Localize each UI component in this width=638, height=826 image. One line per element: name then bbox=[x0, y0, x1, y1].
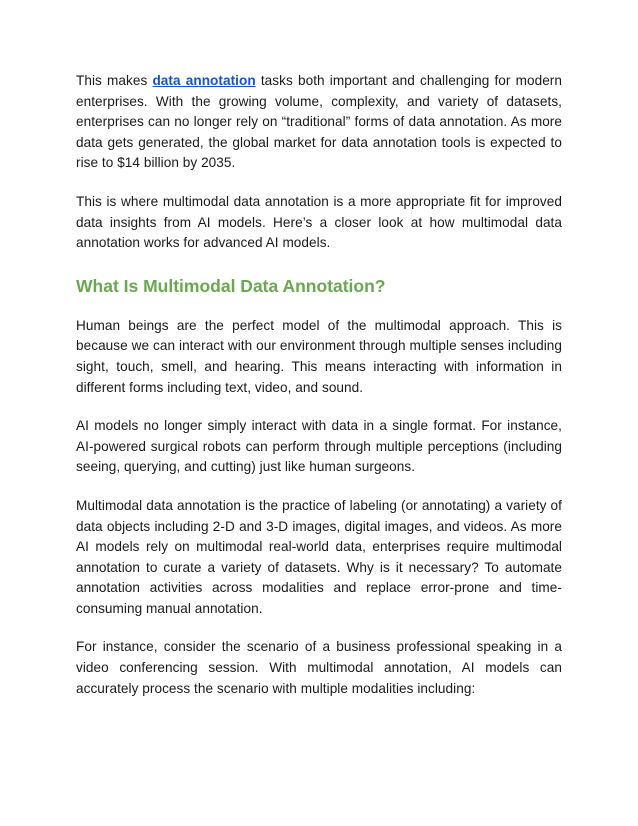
data-annotation-link[interactable]: data annotation bbox=[152, 73, 256, 88]
body-paragraph-2: AI models no longer simply interact with data in a single format. For instance, AI-powered surgical robots can perform through multiple perceptions (including seeing, querying, and cutting) just like human surgeons. bbox=[76, 418, 562, 475]
intro-paragraph-2: This is where multimodal data annotation is a more appropriate fit for improved data insights from AI models. Here’s a closer look at how multimodal data annotation works for advanced AI models. bbox=[76, 193, 562, 251]
body-paragraph-3: Multimodal data annotation is the practice of labeling (or annotating) a variety of data objects including 2-D and 3-D images, digital images, and videos. As more AI models rely on multimodal real-world data, enterprises require multimodal annotation to curate a variety of datasets. Why is it necessary? To automate annotation activities across modalities and replace error-prone and time-consuming manual annotation. bbox=[76, 497, 562, 616]
body-paragraph-1: Human beings are the perfect model of the multimodal approach. This is because we can interact with our environment through multiple senses including sight, touch, smell, and hearing. This means interacting with information in different forms including text, video, and sound. bbox=[76, 317, 562, 395]
section-heading: What Is Multimodal Data Annotation? bbox=[76, 275, 386, 296]
intro-paragraph-1 bbox=[76, 71, 562, 174]
intro-text-after-link: tasks both important and challenging for modern enterprises. With the growing volume, complexity, and variety of datasets, enterprises can no longer rely on “traditional” forms of data annotation. As more data gets generated, the global market for data annotation tools is expected to rise to $14 billion by 2035. bbox=[76, 73, 562, 171]
body-paragraph-4: For instance, consider the scenario of a business professional speaking in a video conferencing session. With multimodal annotation, AI models can accurately process the scenario with multiple modalities including: bbox=[76, 639, 562, 696]
intro-text-before-link: This makes bbox=[76, 73, 153, 88]
